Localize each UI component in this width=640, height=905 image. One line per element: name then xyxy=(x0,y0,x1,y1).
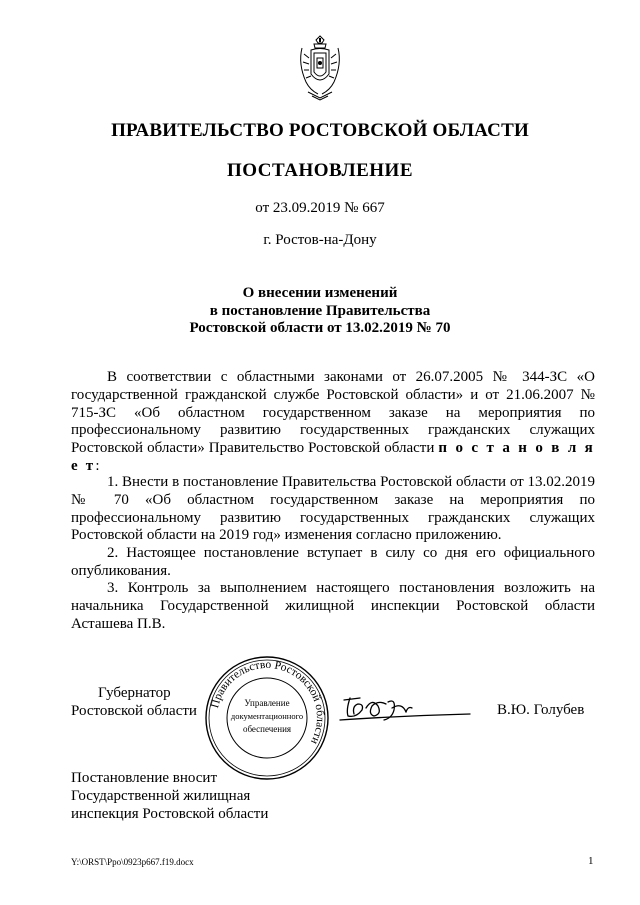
handwritten-signature xyxy=(336,688,476,728)
document-type: ПОСТАНОВЛЕНИЕ xyxy=(226,160,414,181)
subject-line-1: О внесении изменений xyxy=(242,285,398,301)
item-2-text: 2. Настоящее постановление вступает в силу со дня его официального опубликования. xyxy=(71,545,595,579)
stamp-inner-line-2: документационного xyxy=(230,711,304,721)
submitter-block xyxy=(71,769,268,823)
signatory-name: В.Ю. Голубев xyxy=(497,702,585,718)
organization-title: ПРАВИТЕЛЬСТВО РОСТОВСКОЙ ОБЛАСТИ xyxy=(111,120,529,141)
stamp-inner-line-3: обеспечения xyxy=(242,724,292,734)
preamble-paragraph xyxy=(71,369,595,476)
coat-of-arms-emblem xyxy=(294,34,346,102)
item-1-paragraph xyxy=(71,474,595,545)
submitter-line-2: Государственной жилищная xyxy=(71,788,251,804)
subject-line-2: в постановление Правительства xyxy=(209,302,431,319)
document-city: г. Ростов-на-Дону xyxy=(263,232,377,248)
submitter-line-3: инспекция Ростовской области xyxy=(71,806,269,822)
preamble-text: В соответствии с областными законами от 26.07.2005 № 344-ЗС «О государственной гражданской службе Ростовской области» и от 21.06.2007 № 715-ЗС «Об областном государственном заказе на мероприятия по профессиональному развитию государственных гражданских служащих Ростовской области» Правительство Ростовской области xyxy=(71,369,595,457)
document-date-number: от 23.09.2019 № 667 xyxy=(255,200,385,216)
item-2-paragraph xyxy=(71,545,595,581)
official-stamp xyxy=(203,654,331,782)
document-subject xyxy=(0,285,640,338)
item-3-paragraph xyxy=(71,580,595,633)
subject-line-3: Ростовской области от 13.02.2019 № 70 xyxy=(189,320,451,336)
footer-file-path: Y:\ORST\Ppo\0923p667.f19.docx xyxy=(71,857,194,867)
signatory-role-line-1: Губернатор xyxy=(98,685,171,701)
item-1-text: 1. Внести в постановление Правительства Ростовской области от 13.02.2019 № 70 «Об областном государственном заказе на мероприятия по профессиональному развитию государственных гражданских служащих Ростовской области на 2019 год» изменения согласно приложению. xyxy=(71,474,595,544)
decree-keyword: п о с т а н о в л я е т xyxy=(71,440,595,474)
stamp-outer-text: Правительство Ростовской области xyxy=(209,658,327,747)
signatory-role xyxy=(71,684,197,720)
submitter-line-1: Постановление вносит xyxy=(71,770,218,786)
signatory-role-line-2: Ростовской области xyxy=(71,703,197,719)
page-number: 1 xyxy=(588,855,594,867)
stamp-inner-line-1: Управление xyxy=(244,698,290,708)
preamble-colon: : xyxy=(95,457,100,474)
item-3-text: 3. Контроль за выполнением настоящего постановления возложить на начальника Государственной жилищной инспекции Ростовской области Асташева П.В. xyxy=(71,580,595,632)
